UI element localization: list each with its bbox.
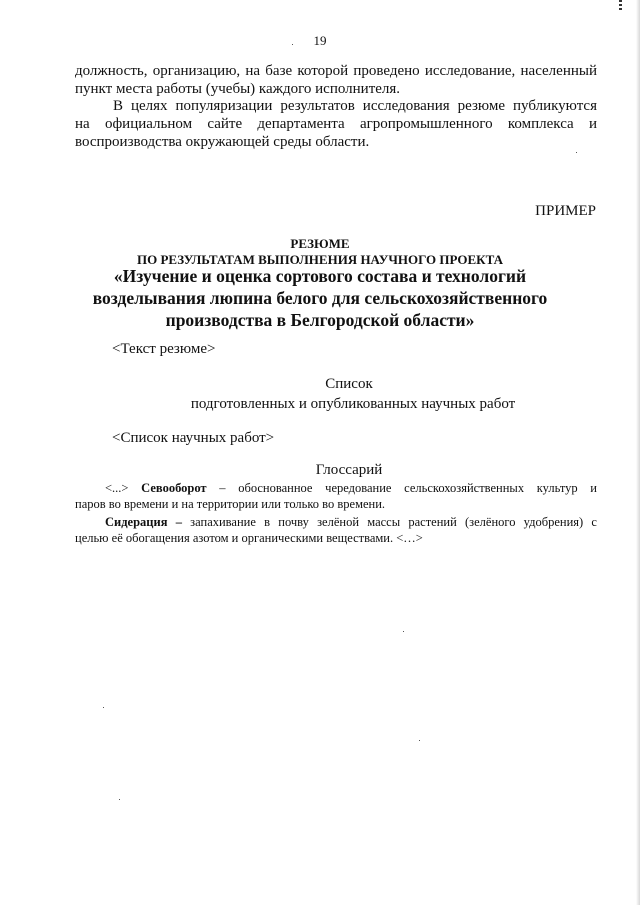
intro-paragraph-1-line-2: пункт места работы (учебы) каждого исполнителя.	[75, 81, 401, 97]
works-list-title: Список	[325, 376, 373, 392]
glossary-term: Сидерация –	[105, 515, 182, 529]
scan-edge-shadow	[636, 0, 640, 905]
glossary-entry-line-1	[75, 480, 597, 496]
resume-heading-line-2: ПО РЕЗУЛЬТАТАМ ВЫПОЛНЕНИЯ НАУЧНОГО ПРОЕКТА	[136, 252, 504, 267]
resume-text-placeholder: <Текст резюме>	[112, 341, 216, 357]
intro-paragraph-1	[75, 62, 597, 98]
works-list-placeholder: <Список научных работ>	[112, 430, 275, 446]
glossary-title: Глоссарий	[315, 462, 383, 478]
resume-heading	[0, 236, 640, 268]
page-number: 19	[313, 33, 327, 48]
scan-speck	[576, 152, 577, 153]
intro-paragraph-2	[75, 97, 597, 151]
glossary-definition-start: – обоснованное чередование сельскохозяйственных культур и	[206, 481, 597, 495]
scan-speck	[119, 799, 120, 800]
scan-speck	[403, 631, 404, 632]
resume-heading-line-1: РЕЗЮМЕ	[290, 236, 350, 251]
project-title	[0, 265, 640, 331]
glossary-term: Севооборот	[141, 481, 207, 495]
scan-speck	[103, 707, 104, 708]
intro-paragraph-2-line-3: воспроизводства окружающей среды области.	[75, 134, 370, 150]
glossary-entry	[75, 514, 597, 546]
glossary-entry-line-2: паров во времени и на территории или только во времени.	[75, 497, 386, 511]
project-title-line-1: «Изучение и оценка сортового состава и технологий	[113, 266, 527, 286]
scan-edge-mark	[619, 0, 622, 12]
works-list-subtitle: подготовленных и опубликованных научных работ	[190, 396, 516, 412]
project-title-line-2: возделывания люпина белого для сельскохозяйственного	[92, 288, 548, 308]
glossary	[75, 480, 597, 548]
intro-paragraph-2-line-1: В целях популяризации результатов исследования резюме публикуются	[113, 98, 597, 114]
glossary-entry-line-2: целью её обогащения азотом и органическими веществами. <…>	[75, 531, 423, 545]
intro-paragraph-1-line-1: должность, организацию, на базе которой проведено исследование, населенный	[75, 63, 597, 79]
scan-speck	[419, 740, 420, 741]
intro-paragraph-2-line-2: на официальном сайте департамента агропромышленного комплекса и	[75, 116, 597, 132]
glossary-definition-start: запахивание в почву зелёной массы растений (зелёного удобрения) с	[181, 515, 597, 529]
glossary-entry-line-1	[75, 514, 597, 530]
example-label: ПРИМЕР	[535, 203, 596, 219]
scan-speck	[292, 44, 293, 45]
glossary-entry-prefix: <...>	[105, 481, 142, 495]
glossary-entry	[75, 480, 597, 512]
project-title-line-3: производства в Белгородской области»	[165, 310, 475, 330]
